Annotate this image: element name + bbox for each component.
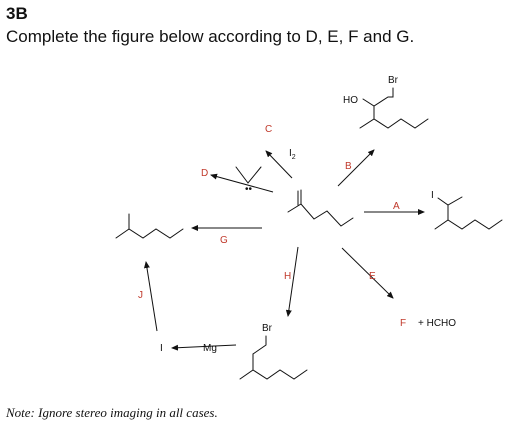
br-bottom-label: Br — [262, 323, 272, 334]
carbene-structure — [236, 167, 261, 195]
iodo-alkane-structure — [431, 190, 502, 229]
label-F: F — [400, 318, 407, 329]
reagent-I-label: I — [160, 343, 163, 354]
label-A: A — [393, 201, 400, 212]
label-H: H — [284, 271, 292, 282]
label-D: D — [201, 168, 209, 179]
bromohydrin-structure — [343, 75, 428, 128]
carbene-lone-pair: •• — [245, 184, 253, 195]
hcho-label: + HCHO — [418, 318, 457, 329]
label-B: B — [345, 161, 352, 172]
alkane-product-structure — [116, 214, 183, 238]
ho-label: HO — [343, 95, 358, 106]
label-G: G — [220, 235, 228, 246]
label-E: E — [369, 271, 376, 282]
mg-label: Mg — [203, 343, 217, 354]
label-J: J — [138, 290, 143, 301]
bromoalkane-structure — [240, 323, 307, 379]
i-right-label: I — [431, 190, 434, 201]
question-number: 3B — [6, 4, 28, 23]
arrow-E — [342, 248, 393, 298]
label-I2: $I_2$ — [289, 148, 296, 161]
label-C: C — [265, 124, 273, 135]
arrow-to-B — [338, 150, 374, 186]
br-top-label: Br — [388, 75, 398, 86]
arrow-J — [146, 262, 157, 331]
central-alkene-structure — [288, 190, 353, 226]
arrow-to-D — [211, 175, 273, 192]
stereo-note: Note: Ignore stereo imaging in all cases. — [6, 405, 218, 420]
question-instruction: Complete the figure below according to D, E, F and G. — [6, 27, 415, 46]
